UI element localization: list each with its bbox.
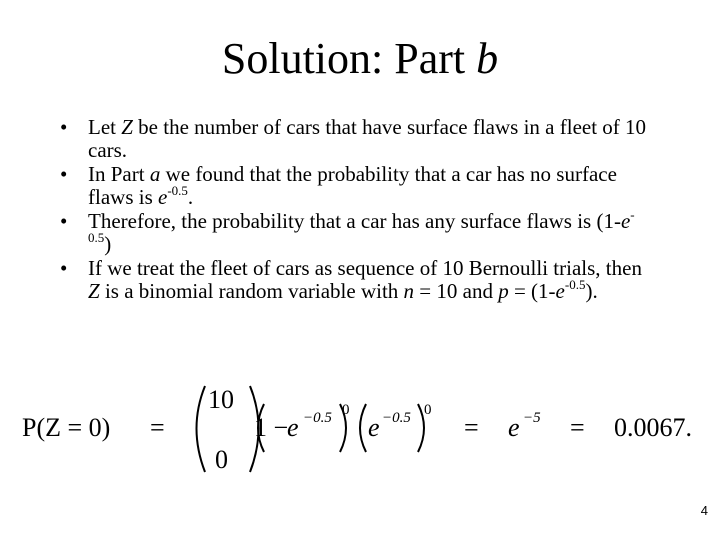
bullet-text: we found that the probability that a car has no surface flaws is — [88, 162, 617, 209]
bullet-text: be the number of cars that have surface flaws in a fleet of 10 cars. — [88, 115, 647, 162]
italic-var: a — [149, 162, 161, 186]
bullet-text: ) — [104, 231, 112, 256]
bullet-marker: • — [60, 256, 68, 280]
bullet-marker: • — [60, 115, 68, 139]
bullet-marker: • — [60, 162, 68, 186]
binomial-formula — [22, 380, 712, 480]
formula-e-1: e — [287, 413, 299, 442]
title-part-letter: b — [476, 34, 499, 83]
italic-var: Z — [88, 278, 100, 303]
binom-left-paren — [197, 386, 206, 472]
bullet-text: = 10 and — [414, 278, 499, 303]
bullet-item — [60, 257, 650, 302]
formula-equals-1: = — [150, 413, 165, 442]
formula-result: 0.0067. — [614, 413, 692, 442]
bullet-text: Let — [88, 115, 122, 139]
bullet-text: . — [187, 184, 194, 209]
italic-var: n — [403, 278, 415, 303]
title-main: Solution: Part — [221, 34, 477, 83]
bullet-text: Therefore, the probability that a car has any surface flaws is (1- — [88, 209, 621, 233]
superscript: -0.5 — [564, 276, 586, 292]
formula-equals-2: = — [464, 413, 479, 442]
formula-outer-exp-2: 0 — [424, 402, 432, 418]
bullet-text: ). — [585, 278, 598, 303]
formula-exp-3: −5 — [523, 410, 541, 426]
formula-equals-3: = — [570, 413, 585, 442]
superscript: -0.5 — [167, 182, 188, 198]
page-number: 4 — [700, 503, 708, 518]
formula-one-minus: 1 − — [254, 413, 289, 442]
formula-exp-2: −0.5 — [382, 410, 411, 426]
bullet-item — [60, 116, 650, 161]
italic-var: e — [158, 184, 168, 209]
superscript: -0.5 — [88, 207, 635, 245]
formula-exp-1: −0.5 — [303, 410, 332, 426]
bullet-text: If we treat the fleet of cars as sequence of 10 Bernoulli trials, then — [88, 256, 642, 280]
bullet-item — [60, 207, 650, 256]
bullet-marker: • — [60, 209, 68, 233]
bullet-item — [60, 163, 650, 208]
formula-e-2: e — [368, 413, 380, 442]
italic-var: p — [498, 278, 509, 303]
formula-outer-exp-1: 0 — [342, 402, 350, 418]
italic-var: Z — [121, 115, 133, 139]
binom-bottom: 0 — [215, 445, 228, 474]
bullet-text: In Part — [88, 162, 150, 186]
italic-var: e — [620, 209, 631, 233]
bullet-list — [60, 116, 650, 304]
binom-top: 10 — [208, 385, 234, 414]
formula-e-3: e — [508, 413, 520, 442]
bullet-text: = (1- — [508, 278, 556, 303]
formula-lhs: P(Z = 0) — [22, 413, 111, 442]
paren-open-2 — [360, 404, 366, 452]
bullet-text: is a binomial random variable with — [99, 278, 404, 303]
slide-title — [0, 34, 720, 84]
italic-var: e — [555, 278, 565, 303]
